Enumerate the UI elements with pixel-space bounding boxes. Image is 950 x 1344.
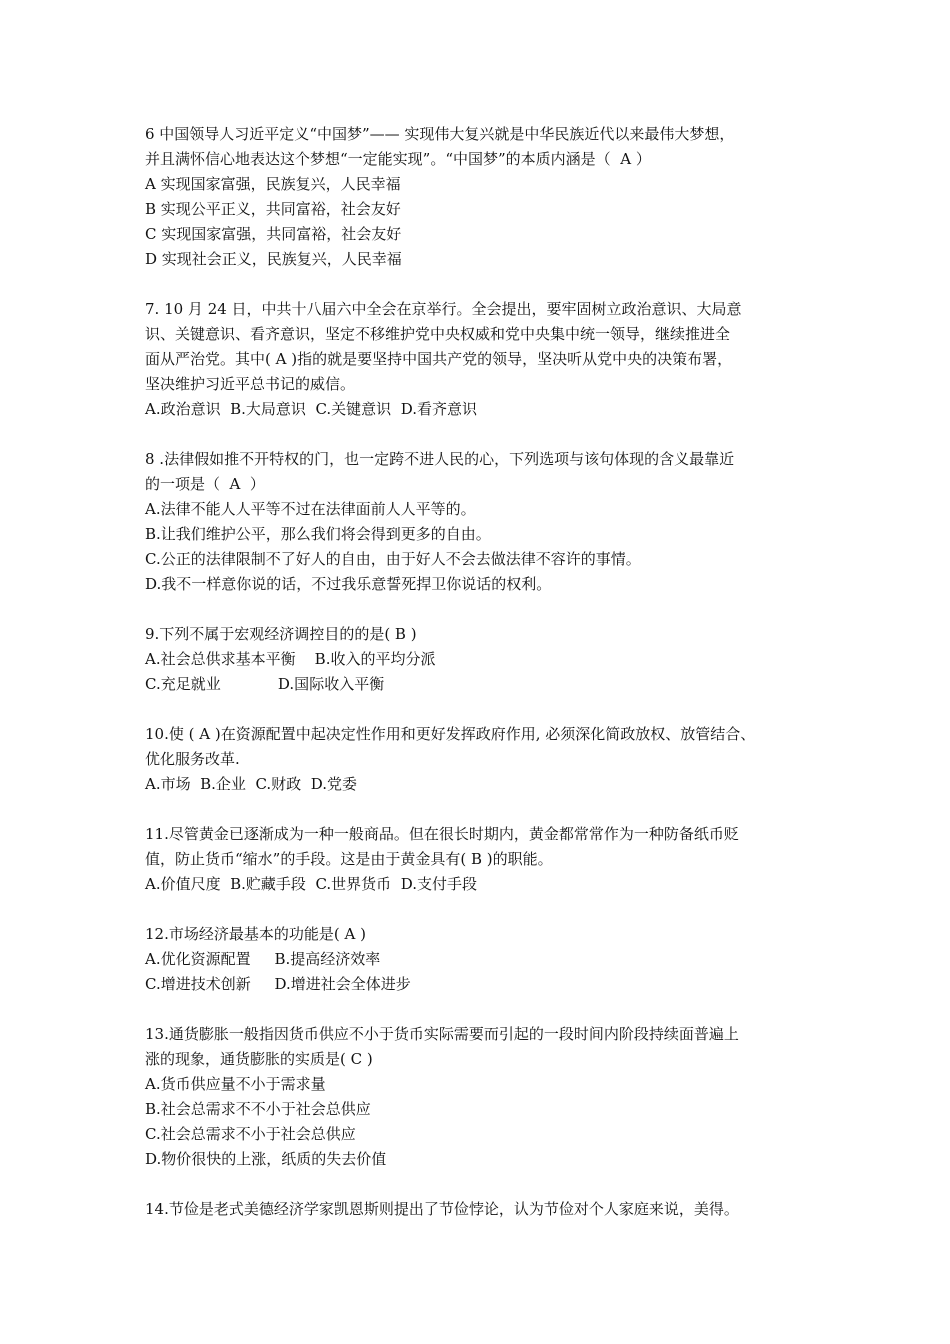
option-b: B.让我们维护公平，那么我们将会得到更多的自由。 [145,525,491,543]
question-7 [145,297,825,422]
question-text-line: 10.使 ( A )在资源配置中起决定性作用和更好发挥政府作用, 必须深化简政放权、放管结合、 [145,725,756,743]
option-d: D.我不一样意你说的话，不过我乐意誓死捍卫你说话的权利。 [145,575,552,593]
question-text-line: 坚决维护习近平总书记的威信。 [145,375,356,393]
question-12 [145,922,825,997]
options-line: C.充足就业 D.国际收入平衡 [145,675,385,693]
option-a: A 实现国家富强，民族复兴，人民幸福 [145,175,401,193]
question-text-line: 9.下列不属于宏观经济调控目的的是( B ) [145,625,417,643]
option-a: A.货币供应量不小于需求量 [145,1075,326,1093]
question-text-line: 6 中国领导人习近平定义“中国梦”—— 实现伟大复兴就是中华民族近代以来最伟大梦想， [145,125,735,143]
option-c: C.社会总需求不小于社会总供应 [145,1125,356,1143]
document-body [145,122,825,1247]
option-b: B 实现公平正义，共同富裕，社会友好 [145,200,401,218]
question-text-line: 并且满怀信心地表达这个梦想“一定能实现”。“中国梦”的本质内涵是（ A ） [145,150,651,168]
options-line: C.增进技术创新 D.增进社会全体进步 [145,975,411,993]
options-line: A.社会总供求基本平衡 B.收入的平均分派 [145,650,436,668]
question-text-line: 值，防止货币“缩水”的手段。这是由于黄金具有( B )的职能。 [145,850,553,868]
options-line: A.优化资源配置 B.提高经济效率 [145,950,381,968]
option-c: C 实现国家富强，共同富裕，社会友好 [145,225,402,243]
option-c: C.公正的法律限制不了好人的自由，由于好人不会去做法律不容许的事情。 [145,550,641,568]
question-text-line: 14.节俭是老式美德经济学家凯恩斯则提出了节俭悖论，认为节俭对个人家庭来说，美得。 [145,1200,739,1218]
question-text-line: 的一项是（ A ） [145,475,265,493]
question-text-line: 面从严治党。其中( A )指的就是要坚持中国共产党的领导，坚决听从党中央的决策布署， [145,350,733,368]
option-d: D 实现社会正义，民族复兴，人民幸福 [145,250,402,268]
option-b: B.社会总需求不不小于社会总供应 [145,1100,371,1118]
options-line: A.市场 B.企业 C.财政 D.党委 [145,775,357,793]
option-a: A.法律不能人人平等不过在法律面前人人平等的。 [145,500,476,518]
question-text-line: 识、关键意识、看齐意识，坚定不移维护党中央权威和党中央集中统一领导，继续推进全 [145,325,731,343]
question-text-line: 13.通货膨胀一般指因货币供应不小于货币实际需要而引起的一段时间内阶段持续面普遍上 [145,1025,739,1043]
question-text-line: 涨的现象，通货膨胀的实质是( C ) [145,1050,373,1068]
question-text-line: 11.尽管黄金已逐渐成为一种一般商品。但在很长时期内，黄金都常常作为一种防备纸币贬 [145,825,739,843]
question-14 [145,1197,825,1222]
question-6 [145,122,825,272]
question-10 [145,722,825,797]
question-text-line: 12.市场经济最基本的功能是( A ) [145,925,366,943]
question-text-line: 优化服务改革. [145,750,240,768]
question-text-line: 8 .法律假如推不开特权的门，也一定跨不进人民的心，下列选项与该句体现的含义最靠近 [145,450,735,468]
question-text-line: 7. 10 月 24 日，中共十八届六中全会在京举行。全会提出，要牢固树立政治意识、大局意 [145,300,742,318]
options-line: A.价值尺度 B.贮藏手段 C.世界货币 D.支付手段 [145,875,477,893]
question-13 [145,1022,825,1172]
question-9 [145,622,825,697]
option-d: D.物价很快的上涨，纸质的失去价值 [145,1150,387,1168]
options-line: A.政治意识 B.大局意识 C.关键意识 D.看齐意识 [145,400,477,418]
question-11 [145,822,825,897]
question-8 [145,447,825,597]
